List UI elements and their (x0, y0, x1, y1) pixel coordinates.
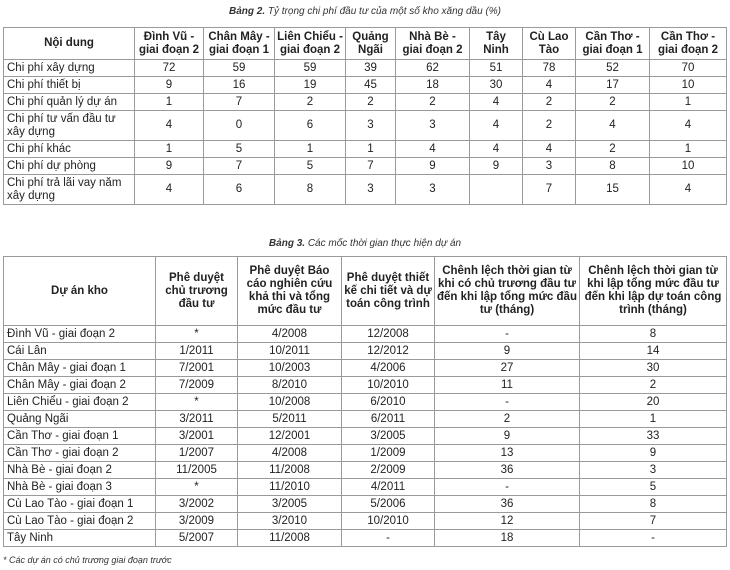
row-label: Chi phí khác (4, 141, 135, 158)
value-cell: 1 (275, 141, 346, 158)
value-cell: 3/2009 (156, 513, 238, 530)
table2-header-row (4, 28, 727, 60)
value-cell: 51 (470, 60, 523, 77)
value-cell: 13 (435, 445, 580, 462)
row-label: Chi phí xây dựng (4, 60, 135, 77)
cost-share-table (3, 27, 727, 205)
table-row (4, 462, 727, 479)
table2-header-cell: Nội dung (4, 28, 135, 60)
table-row (4, 445, 727, 462)
value-cell: - (435, 479, 580, 496)
value-cell: 0 (204, 111, 275, 141)
table2-header-cell: Tây Ninh (470, 28, 523, 60)
value-cell: 6 (275, 111, 346, 141)
value-cell: 18 (435, 530, 580, 547)
value-cell: 2 (396, 94, 470, 111)
value-cell: 3/2001 (156, 428, 238, 445)
value-cell: 4/2008 (238, 326, 342, 343)
value-cell: 36 (435, 496, 580, 513)
value-cell: 1 (135, 141, 204, 158)
value-cell: 14 (580, 343, 727, 360)
value-cell: 11/2008 (238, 530, 342, 547)
value-cell: 16 (204, 77, 275, 94)
project-name-cell: Chân Mây - giai đoạn 2 (4, 377, 156, 394)
value-cell: 10/2003 (238, 360, 342, 377)
value-cell: 30 (580, 360, 727, 377)
value-cell: 7/2001 (156, 360, 238, 377)
value-cell: 1 (650, 141, 727, 158)
table-row (4, 394, 727, 411)
value-cell: 4 (470, 111, 523, 141)
value-cell: 12/2012 (342, 343, 435, 360)
value-cell: - (580, 530, 727, 547)
value-cell: 4 (650, 175, 727, 205)
table2-header-cell: Cần Thơ - giai đoạn 2 (650, 28, 727, 60)
table-row (4, 141, 727, 158)
value-cell: 10/2011 (238, 343, 342, 360)
table3-header-cell: Phê duyệt thiết kế chi tiết và dự toán công trình (342, 257, 435, 326)
footnote: * Các dự án có chủ trương giai đoạn trước (3, 555, 172, 565)
value-cell: 3/2011 (156, 411, 238, 428)
value-cell: 9 (435, 428, 580, 445)
value-cell: 19 (275, 77, 346, 94)
value-cell (470, 175, 523, 205)
value-cell: 8 (275, 175, 346, 205)
timeline-table (3, 256, 727, 547)
value-cell: 3 (346, 175, 396, 205)
value-cell: 3 (523, 158, 576, 175)
table2-caption-title: Tỷ trọng chi phí đầu tư của một số kho xăng dầu (%) (265, 6, 502, 17)
value-cell: 4/2008 (238, 445, 342, 462)
value-cell: 15 (576, 175, 650, 205)
value-cell: 4 (576, 111, 650, 141)
value-cell: 8 (576, 158, 650, 175)
value-cell: 52 (576, 60, 650, 77)
value-cell: 3/2010 (238, 513, 342, 530)
project-name-cell: Tây Ninh (4, 530, 156, 547)
table3-header-cell: Chênh lệch thời gian từ khi lập tổng mức đầu tư đến khi lập dự toán công trình (tháng) (580, 257, 727, 326)
value-cell: - (435, 394, 580, 411)
value-cell: 3 (396, 175, 470, 205)
value-cell: 6/2010 (342, 394, 435, 411)
value-cell: 4 (396, 141, 470, 158)
table2-header-cell: Quảng Ngãi (346, 28, 396, 60)
table3-caption (0, 238, 730, 250)
value-cell: 36 (435, 462, 580, 479)
value-cell: 11/2010 (238, 479, 342, 496)
value-cell: - (435, 326, 580, 343)
value-cell: 7 (523, 175, 576, 205)
table2-header-cell: Đình Vũ - giai đoạn 2 (135, 28, 204, 60)
project-name-cell: Nhà Bè - giai đoạn 3 (4, 479, 156, 496)
table2-header-cell: Cù Lao Tào (523, 28, 576, 60)
row-label: Chi phí thiết bị (4, 77, 135, 94)
value-cell: 1 (346, 141, 396, 158)
value-cell: 1 (650, 94, 727, 111)
value-cell: 3 (346, 111, 396, 141)
value-cell: 4 (470, 94, 523, 111)
value-cell: 10/2010 (342, 377, 435, 394)
value-cell: 2 (580, 377, 727, 394)
value-cell: 2 (346, 94, 396, 111)
value-cell: 59 (204, 60, 275, 77)
table2-header-cell: Liên Chiểu - giai đoạn 2 (275, 28, 346, 60)
value-cell: 5/2006 (342, 496, 435, 513)
table3-caption-number: Bảng 3. (268, 238, 306, 249)
table3-caption-title: Các mốc thời gian thực hiện dự án (305, 238, 462, 249)
value-cell: 7 (204, 94, 275, 111)
table-row (4, 377, 727, 394)
table3-header-cell: Phê duyệt Báo cáo nghiên cứu khả thi và tổng mức đầu tư (238, 257, 342, 326)
value-cell: 27 (435, 360, 580, 377)
value-cell: 11 (435, 377, 580, 394)
table2-header-cell: Nhà Bè - giai đoạn 2 (396, 28, 470, 60)
row-label: Chi phí tư vấn đầu tư xây dựng (4, 111, 135, 141)
value-cell: 4/2006 (342, 360, 435, 377)
value-cell: 9 (580, 445, 727, 462)
value-cell: 9 (396, 158, 470, 175)
table-row (4, 530, 727, 547)
value-cell: 10 (650, 158, 727, 175)
project-name-cell: Cần Thơ - giai đoạn 1 (4, 428, 156, 445)
project-name-cell: Liên Chiểu - giai đoạn 2 (4, 394, 156, 411)
value-cell: 3 (396, 111, 470, 141)
value-cell: 5 (204, 141, 275, 158)
value-cell: * (156, 394, 238, 411)
value-cell: 11/2008 (238, 462, 342, 479)
value-cell: * (156, 326, 238, 343)
value-cell: 33 (580, 428, 727, 445)
value-cell: 78 (523, 60, 576, 77)
value-cell: 1/2007 (156, 445, 238, 462)
project-name-cell: Đình Vũ - giai đoạn 2 (4, 326, 156, 343)
value-cell: 12/2008 (342, 326, 435, 343)
value-cell: 39 (346, 60, 396, 77)
row-label: Chi phí dự phòng (4, 158, 135, 175)
value-cell: 7 (580, 513, 727, 530)
table2-header-cell: Cần Thơ - giai đoạn 1 (576, 28, 650, 60)
value-cell: 7/2009 (156, 377, 238, 394)
table-row (4, 496, 727, 513)
value-cell: 2 (576, 141, 650, 158)
row-label: Chi phí trả lãi vay năm xây dựng (4, 175, 135, 205)
value-cell: 3 (580, 462, 727, 479)
value-cell: 5 (580, 479, 727, 496)
value-cell: 8/2010 (238, 377, 342, 394)
value-cell: 10/2010 (342, 513, 435, 530)
value-cell: 7 (346, 158, 396, 175)
value-cell: 18 (396, 77, 470, 94)
value-cell: 4 (470, 141, 523, 158)
value-cell: 12 (435, 513, 580, 530)
value-cell: 72 (135, 60, 204, 77)
table3-header-cell: Dự án kho (4, 257, 156, 326)
project-name-cell: Cù Lao Tào - giai đoạn 2 (4, 513, 156, 530)
table-row (4, 326, 727, 343)
value-cell: 5 (275, 158, 346, 175)
row-label: Chi phí quản lý dự án (4, 94, 135, 111)
value-cell: 45 (346, 77, 396, 94)
project-name-cell: Cần Thơ - giai đoạn 2 (4, 445, 156, 462)
value-cell: 2/2009 (342, 462, 435, 479)
value-cell: 9 (470, 158, 523, 175)
project-name-cell: Nhà Bè - giai đoạn 2 (4, 462, 156, 479)
table2-caption-number: Bảng 2. (228, 6, 266, 17)
value-cell: 9 (435, 343, 580, 360)
value-cell: 2 (435, 411, 580, 428)
table-row (4, 428, 727, 445)
value-cell: 3/2005 (342, 428, 435, 445)
value-cell: 1/2011 (156, 343, 238, 360)
value-cell: 10 (650, 77, 727, 94)
value-cell: 3/2005 (238, 496, 342, 513)
table-row (4, 513, 727, 530)
table-row (4, 479, 727, 496)
value-cell: 20 (580, 394, 727, 411)
table2-header-cell: Chân Mây - giai đoạn 1 (204, 28, 275, 60)
value-cell: 62 (396, 60, 470, 77)
table2-caption (0, 6, 730, 18)
project-name-cell: Quảng Ngãi (4, 411, 156, 428)
value-cell: 3/2002 (156, 496, 238, 513)
project-name-cell: Cù Lao Tào - giai đoạn 1 (4, 496, 156, 513)
value-cell: 6/2011 (342, 411, 435, 428)
value-cell: - (342, 530, 435, 547)
table3-header-row (4, 257, 727, 326)
value-cell: 4 (135, 111, 204, 141)
value-cell: 17 (576, 77, 650, 94)
value-cell: 10/2008 (238, 394, 342, 411)
value-cell: 1 (135, 94, 204, 111)
value-cell: 59 (275, 60, 346, 77)
table-row (4, 77, 727, 94)
value-cell: 5/2007 (156, 530, 238, 547)
value-cell: 2 (523, 94, 576, 111)
value-cell: 30 (470, 77, 523, 94)
value-cell: 8 (580, 326, 727, 343)
table-row (4, 175, 727, 205)
value-cell: 9 (135, 158, 204, 175)
value-cell: 5/2011 (238, 411, 342, 428)
table-row (4, 111, 727, 141)
table-row (4, 360, 727, 377)
value-cell: 9 (135, 77, 204, 94)
value-cell: 2 (523, 111, 576, 141)
value-cell: 1 (580, 411, 727, 428)
table-row (4, 94, 727, 111)
table-row (4, 343, 727, 360)
value-cell: 12/2001 (238, 428, 342, 445)
value-cell: * (156, 479, 238, 496)
value-cell: 70 (650, 60, 727, 77)
value-cell: 6 (204, 175, 275, 205)
value-cell: 4 (135, 175, 204, 205)
project-name-cell: Chân Mây - giai đoạn 1 (4, 360, 156, 377)
value-cell: 4 (650, 111, 727, 141)
value-cell: 8 (580, 496, 727, 513)
value-cell: 4 (523, 141, 576, 158)
value-cell: 1/2009 (342, 445, 435, 462)
value-cell: 4 (523, 77, 576, 94)
value-cell: 2 (275, 94, 346, 111)
project-name-cell: Cái Lân (4, 343, 156, 360)
table-row (4, 411, 727, 428)
value-cell: 2 (576, 94, 650, 111)
table3-header-cell: Chênh lệch thời gian từ khi có chủ trương đầu tư đến khi lập tổng mức đầu tư (tháng) (435, 257, 580, 326)
table-row (4, 158, 727, 175)
value-cell: 7 (204, 158, 275, 175)
value-cell: 11/2005 (156, 462, 238, 479)
value-cell: 4/2011 (342, 479, 435, 496)
table-row (4, 60, 727, 77)
table3-header-cell: Phê duyệt chủ trương đầu tư (156, 257, 238, 326)
